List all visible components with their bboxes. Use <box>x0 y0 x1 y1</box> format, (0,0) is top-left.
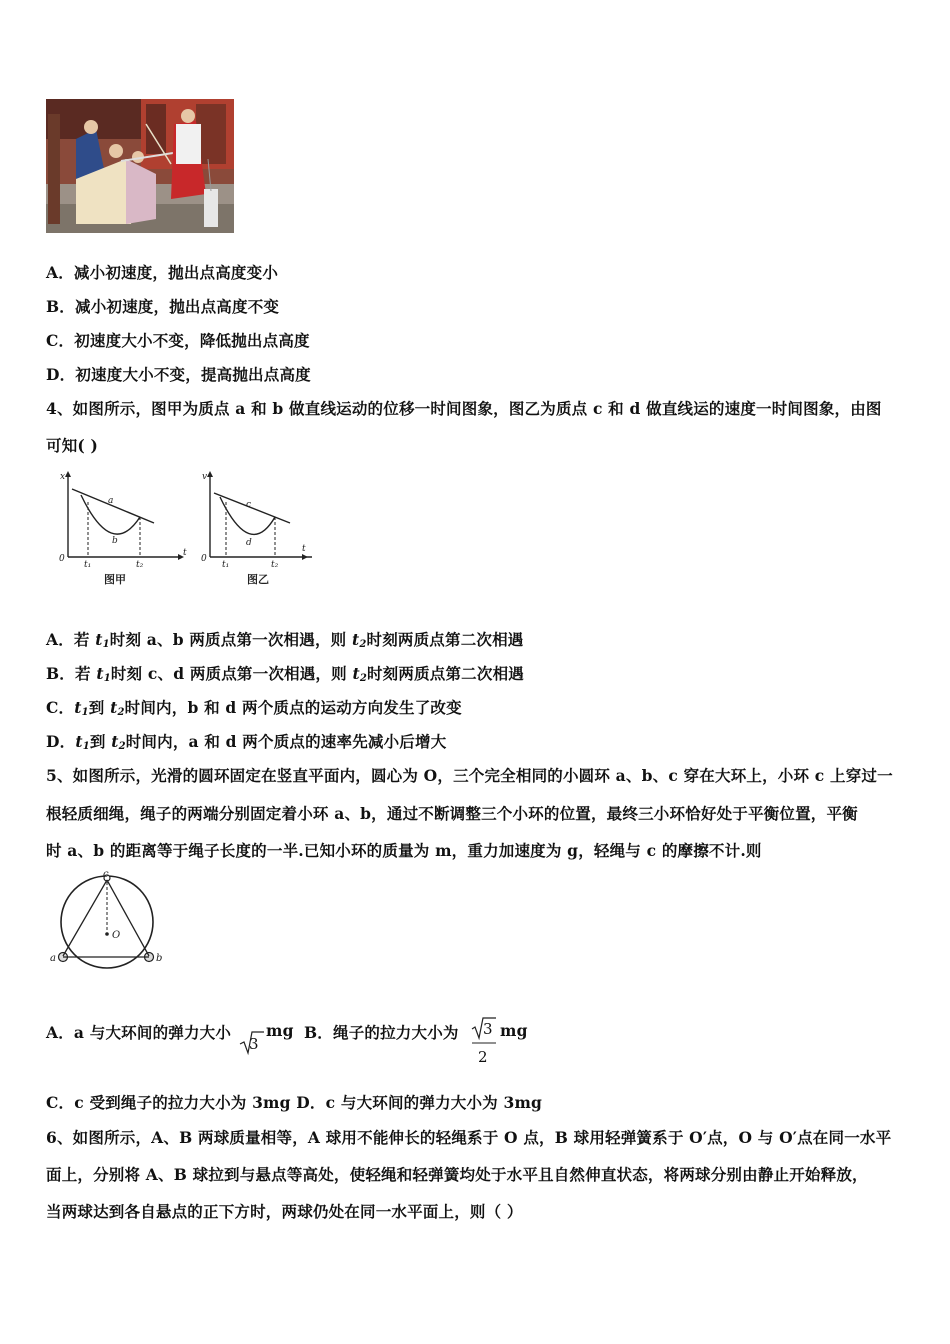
q5-options-cd: C．c 受到绳子的拉力大小为 3mg D．c 与大环间的弹力大小为 3mg <box>46 1093 543 1112</box>
q6-stem-line3: 当两球达到各自悬点的正下方时，两球仍处在同一水平面上，则（ ） <box>46 1202 523 1221</box>
q5-option-a-unit: mg <box>266 1021 294 1040</box>
q4-option-d: D．$t_1$到 $t_2$时间内，a 和 d 两个质点的速率先减小后增大 <box>46 732 447 752</box>
q4-stem-line2: 可知( ) <box>46 436 99 455</box>
q6-stem-line1: 6、如图所示，A、B 两球质量相等，A 球用不能伸长的轻绳系于 O 点，B 球用轻弹簧系于 O′点，O 与 O′点在同一水平 <box>46 1128 892 1147</box>
jia-t2: t₂ <box>136 560 144 570</box>
graph-yi <box>201 471 312 586</box>
ring-label-a: a <box>50 953 56 964</box>
q5-option-a-text: A．a 与大环间的弹力大小 <box>46 1023 232 1042</box>
yi-line-c: c <box>246 500 252 510</box>
q6-stem-line2: 面上，分别将 A、B 球拉到与悬点等高处，使轻绳和轻弹簧均处于水平且自然伸直状态，将两球分别由静止开始释放， <box>46 1165 868 1184</box>
q3-option-c: C．初速度大小不变，降低抛出点高度 <box>46 331 310 350</box>
q5-sqrt-b-denominator: 2 <box>478 1048 488 1066</box>
q5-stem-line3: 时 a、b 的距离等于绳子长度的一半.已知小环的质量为 m，重力加速度为 g，轻绳与 c 的摩擦不计.则 <box>46 841 762 860</box>
q5-option-b-unit: mg <box>500 1021 528 1040</box>
yi-curve-d: d <box>246 538 252 548</box>
q4-option-a: A．若 $t_1$时刻 a、b 两质点第一次相遇，则 $t_2$时刻两质点第二次相遇 <box>46 630 524 650</box>
yi-t2: t₂ <box>271 560 279 570</box>
jia-t1: t₁ <box>84 560 92 570</box>
ring-label-c: c <box>103 870 109 880</box>
graph-jia <box>59 471 187 586</box>
q4-figures <box>50 465 320 595</box>
ring-label-o: O <box>112 930 121 941</box>
q4-option-c: C．$t_1$到 $t_2$时间内，b 和 d 两个质点的运动方向发生了改变 <box>46 698 462 718</box>
jia-origin: 0 <box>59 554 65 564</box>
yi-t-axis: t <box>302 544 306 554</box>
q4-stem-line1: 4、如图所示，图甲为质点 a 和 b 做直线运动的位移一时间图象，图乙为质点 c 和 d 做直线运的速度一时间图象，由图 <box>46 399 882 418</box>
q5-option-b-text: B．绳子的拉力大小为 <box>304 1023 459 1042</box>
q4-option-b: B．若 $t_1$时刻 c、d 两质点第一次相遇，则 $t_2$时刻两质点第二次相遇 <box>46 664 524 684</box>
q3-option-a: A．减小初速度，抛出点高度变小 <box>46 263 279 282</box>
q5-stem-line1: 5、如图所示，光滑的圆环固定在竖直平面内，圆心为 O，三个完全相同的小圆环 a、b、c 穿在大环上，小环 c 上穿过一 <box>46 766 893 785</box>
q3-option-b: B．减小初速度，抛出点高度不变 <box>46 297 280 316</box>
ring-label-b: b <box>156 953 163 964</box>
archery-photo <box>46 99 234 233</box>
jia-line-a: a <box>108 496 114 506</box>
q5-sqrt-a-radicand: 3 <box>249 1035 259 1053</box>
q5-stem-line2: 根轻质细绳，绳子的两端分别固定着小环 a、b，通过不断调整三个小环的位置，最终三小环恰好处于平衡位置，平衡 <box>46 804 858 823</box>
jia-y-label: x <box>60 472 66 482</box>
yi-origin: 0 <box>201 554 207 564</box>
yi-caption: 图乙 <box>247 573 269 586</box>
yi-t1: t₁ <box>222 560 230 570</box>
yi-y-label: v <box>202 472 208 482</box>
q3-option-d: D．初速度大小不变，提高抛出点高度 <box>46 365 311 384</box>
q5-sqrt-b-radicand: 3 <box>483 1020 493 1038</box>
q5-ring-figure <box>46 870 171 970</box>
jia-caption: 图甲 <box>104 573 126 586</box>
jia-curve-b: b <box>112 536 118 546</box>
jia-t-axis: t <box>183 548 187 558</box>
